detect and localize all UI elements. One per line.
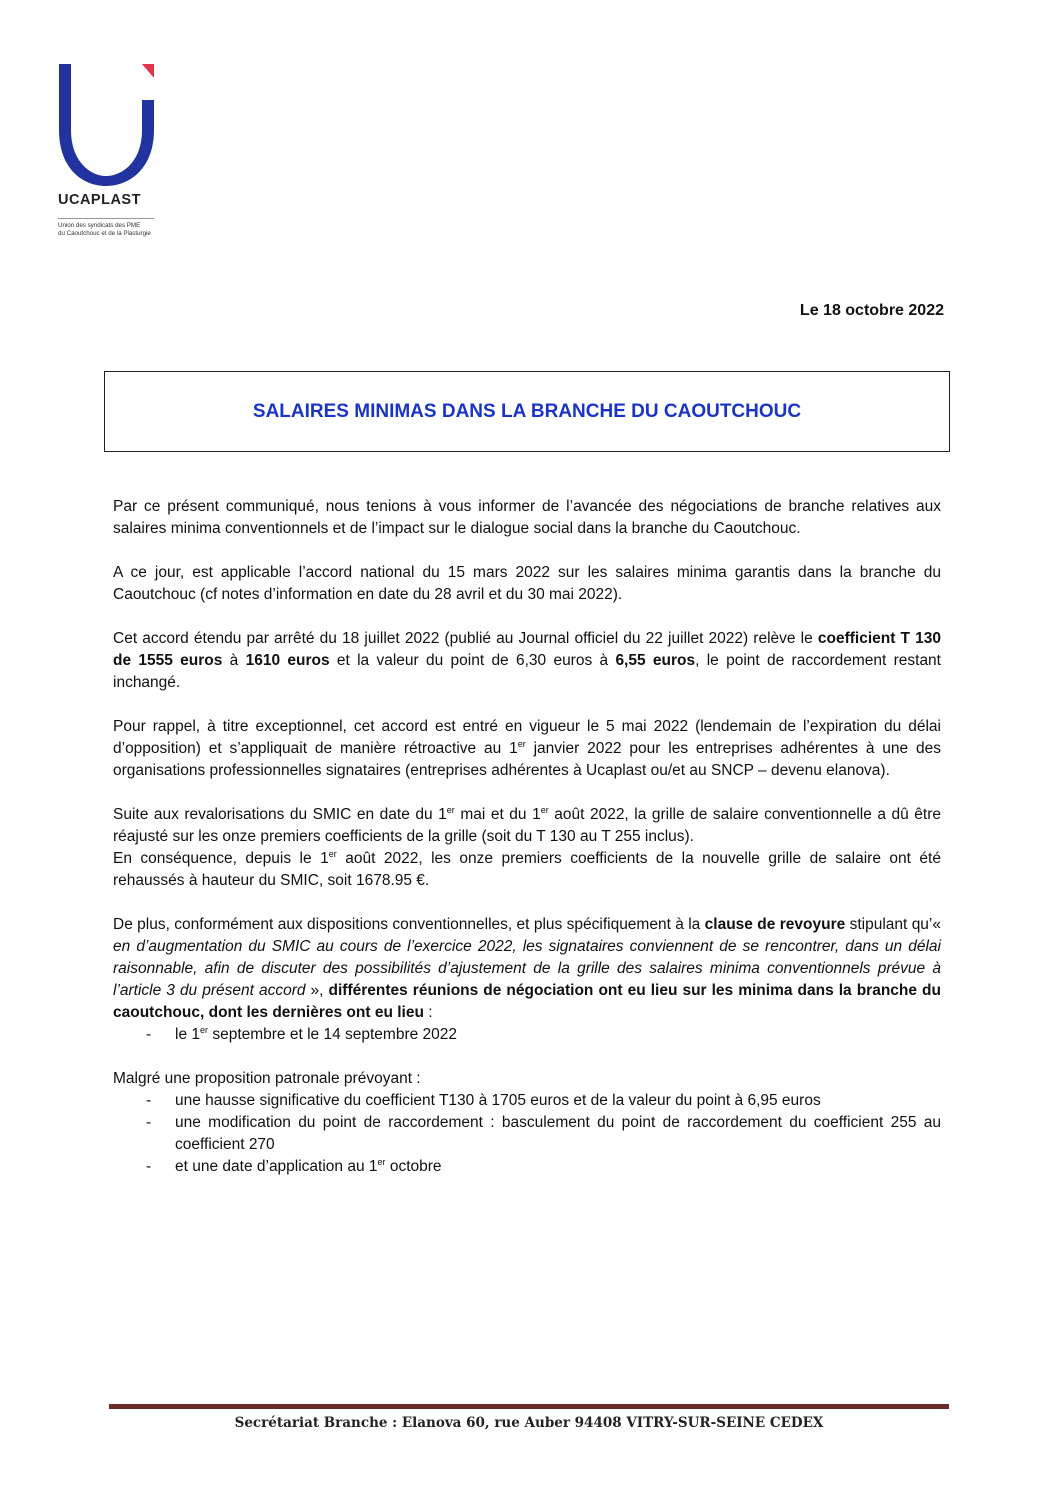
text-span: Pour rappel, à titre exceptionnel, cet accord est entré en vigueur le 5 mai 2022 (lendemain de l’expiration du délai d’opposition) et s’appliquait de manière rétroactive au 1 — [113, 718, 941, 757]
ucaplast-logo — [56, 60, 166, 250]
ucaplast-u-icon — [56, 60, 156, 188]
logo-divider — [58, 218, 154, 219]
bold-span: 6,55 euros — [615, 652, 696, 669]
list-item — [113, 1090, 941, 1112]
list-item — [113, 1024, 941, 1046]
list-dash: - — [146, 1114, 152, 1131]
text-span: », — [305, 982, 329, 999]
superscript: er — [328, 848, 337, 859]
text-span: août 2022, les onze premiers coefficients de la nouvelle grille de salaire ont été rehaussés à hauteur du SMIC, soit 1678.95 €. — [113, 850, 941, 889]
superscript: er — [446, 804, 455, 815]
list-dash: - — [146, 1092, 152, 1109]
title-box — [104, 371, 950, 452]
paragraph-smic — [113, 804, 941, 848]
document-date: Le 18 octobre 2022 — [799, 302, 944, 319]
superscript: er — [540, 804, 549, 815]
list-dash: - — [146, 1158, 152, 1175]
proposition-list — [113, 1090, 941, 1178]
document-title: SALAIRES MINIMAS DANS LA BRANCHE DU CAOUTCHOUC — [252, 400, 802, 422]
text-span: octobre — [385, 1158, 442, 1175]
footer-address: Secrétariat Branche : Elanova 60, rue Auber 94408 VITRY-SUR-SEINE CEDEX — [234, 1415, 824, 1431]
text-span: De plus, conformément aux dispositions conventionnelles, et plus spécifiquement à la — [113, 916, 705, 933]
superscript: er — [200, 1024, 209, 1035]
text-span: mai et du 1 — [454, 806, 541, 823]
logo-tagline — [58, 222, 151, 237]
text-span: une modification du point de raccordement : basculement du point de raccordement du coefficient 255 au coefficient 270 — [175, 1114, 941, 1153]
text-span: à — [222, 652, 246, 669]
bold-span: différentes réunions de négociation ont eu lieu sur les minima dans la branche du caoutchouc, dont les dernières ont eu lieu — [113, 982, 941, 1021]
document-body — [113, 496, 941, 1200]
paragraph-rappel — [113, 716, 941, 782]
list-item — [113, 1156, 941, 1178]
list-item — [113, 1112, 941, 1156]
italic-span: en d’augmentation du SMIC au cours de l’exercice 2022, les signataires conviennent de se rencontrer, dans un délai raisonnable, afin de discuter des possibilités d’ajustement de la grille des salaires minima conventionnels prévue à l’article 3 du présent accord — [113, 938, 941, 999]
bold-span: 1610 euros — [245, 652, 330, 669]
paragraph-proposition: Malgré une proposition patronale prévoyant : — [113, 1070, 421, 1087]
text-span: , le point de raccordement restant inchangé. — [113, 652, 941, 691]
text-span: septembre et le 14 septembre 2022 — [208, 1026, 458, 1043]
text-span: et une date d’application au 1 — [175, 1158, 378, 1175]
paragraph-extension — [113, 628, 941, 694]
paragraph-consequence — [113, 848, 941, 892]
text-span: Cet accord étendu par arrêté du 18 juillet 2022 (publié au Journal officiel du 22 juillet 2022) relève le — [113, 630, 818, 647]
text-span: stipulant qu’« — [845, 916, 941, 933]
logo-tagline-line1: Union des syndicats des PME — [58, 222, 141, 229]
text-span: août 2022, la grille de salaire conventionnelle a dû être réajusté sur les onze premiers coefficients de la grille (soit du T 130 au T 255 inclus). — [113, 806, 941, 845]
logo-tagline-line2: du Caoutchouc et de la Plasturgie — [58, 229, 151, 237]
text-span: janvier 2022 pour les entreprises adhérentes à une des organisations professionnelles signataires (entreprises adhérentes à Ucaplast ou/et au SNCP – devenu elanova). — [113, 740, 941, 779]
superscript: er — [377, 1156, 386, 1167]
superscript: er — [517, 738, 526, 749]
paragraph-revoyure — [113, 914, 941, 1024]
list-dash: - — [146, 1026, 152, 1043]
logo-name: UCAPLAST — [58, 192, 141, 208]
text-span: et la valeur du point de 6,30 euros à — [329, 652, 616, 669]
text-span: Suite aux revalorisations du SMIC en date du 1 — [113, 806, 447, 823]
bold-span: clause de revoyure — [704, 916, 846, 933]
text-span: : — [423, 1004, 433, 1021]
text-span: le 1 — [175, 1026, 200, 1043]
bold-span: coefficient T 130 de 1555 euros — [113, 630, 941, 669]
footer-divider — [109, 1404, 949, 1409]
paragraph-accord: A ce jour, est applicable l’accord national du 15 mars 2022 sur les salaires minima garantis dans la branche du Caoutchouc (cf notes d’information en date du 28 avril et du 30 mai 2022). — [113, 564, 941, 603]
paragraph-intro: Par ce présent communiqué, nous tenions à vous informer de l’avancée des négociations de branche relatives aux salaires minima conventionnels et de l’impact sur le dialogue social dans la branche du Caoutchouc. — [113, 498, 941, 537]
text-span: une hausse significative du coefficient T130 à 1705 euros et de la valeur du point à 6,95 euros — [175, 1092, 821, 1109]
text-span: En conséquence, depuis le 1 — [113, 850, 329, 867]
meetings-list — [113, 1024, 941, 1046]
